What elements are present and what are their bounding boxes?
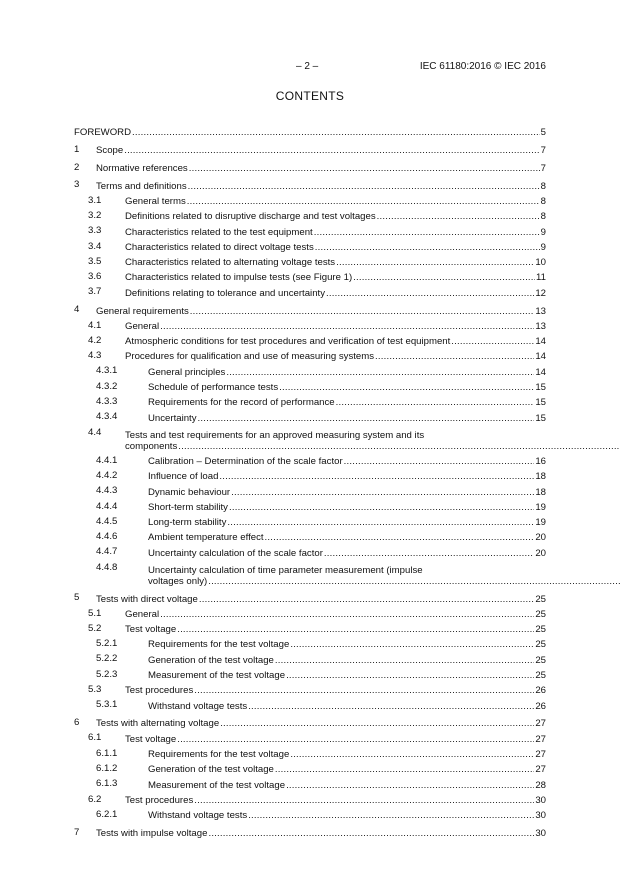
toc-entry[interactable] [74, 482, 546, 497]
dot-leader [227, 517, 534, 528]
toc-entry[interactable] [74, 424, 546, 452]
dot-leader [160, 321, 534, 332]
toc-entry-title: General terms [125, 195, 186, 207]
toc-entry[interactable] [74, 347, 546, 362]
dot-leader [132, 127, 540, 138]
toc-entry-number: 6.1 [88, 732, 102, 744]
toc-entry[interactable] [74, 605, 546, 620]
toc-entry[interactable] [74, 253, 546, 268]
toc-entry-number: 3.2 [88, 209, 102, 221]
dot-leader [208, 828, 534, 839]
dot-leader [177, 624, 534, 635]
toc-entry[interactable] [74, 176, 546, 191]
toc-entry-number: 4.4.1 [96, 454, 118, 466]
dot-leader [231, 487, 534, 498]
dot-leader [275, 764, 534, 775]
toc-entry-title: General requirements [96, 305, 189, 317]
toc-entry-title-continued: components [125, 440, 178, 452]
toc-entry-page: 28 [535, 779, 546, 791]
toc-entry-number: 3.5 [88, 255, 102, 267]
toc-entry-title: Scope [96, 145, 124, 157]
dot-leader [275, 655, 534, 666]
toc-entry-number: 2 [74, 161, 80, 173]
toc-entry-page: 8 [540, 180, 546, 192]
toc-entry[interactable] [74, 192, 546, 207]
toc-entry-title: Normative references [96, 162, 188, 174]
toc-entry[interactable] [74, 238, 546, 253]
toc-entry-title: General principles [148, 366, 226, 378]
dot-leader [326, 288, 534, 299]
toc-entry-number: 6.1.3 [96, 778, 118, 790]
toc-entry-page: 8 [540, 195, 546, 207]
dot-leader [194, 795, 534, 806]
toc-entry-number: 1 [74, 143, 80, 155]
document-reference: IEC 61180:2016 © IEC 2016 [419, 61, 546, 72]
dot-leader [178, 441, 620, 452]
toc-entry-page: 10 [535, 257, 546, 269]
table-of-contents [74, 123, 546, 839]
toc-entry-page: 15 [535, 412, 546, 424]
toc-entry[interactable] [74, 301, 546, 316]
dot-leader [279, 382, 534, 393]
toc-entry-title: Tests with alternating voltage [96, 718, 220, 730]
toc-entry-number: 4.3.4 [96, 411, 118, 423]
toc-entry-title: Test procedures [125, 794, 194, 806]
toc-entry-title: Tests with direct voltage [96, 593, 198, 605]
dot-leader [336, 257, 534, 268]
dot-leader [124, 145, 539, 156]
toc-entry-title: Requirements for the test voltage [148, 748, 290, 760]
toc-entry-number: 5.3.1 [96, 699, 118, 711]
toc-entry-page: 8 [540, 211, 546, 223]
toc-entry-page: 19 [535, 517, 546, 529]
toc-entry-page: 30 [535, 810, 546, 822]
toc-entry[interactable] [74, 159, 546, 174]
toc-entry-page: 26 [535, 700, 546, 712]
toc-entry-page: 14 [535, 336, 546, 348]
toc-entry-title: Characteristics related to direct voltage tests [125, 241, 314, 253]
dot-leader [190, 306, 535, 317]
toc-entry-title: Tests with impulse voltage [96, 827, 208, 839]
dot-leader [199, 594, 534, 605]
dot-leader [160, 609, 534, 620]
toc-entry[interactable] [74, 729, 546, 744]
toc-entry[interactable] [74, 513, 546, 528]
toc-entry-number: 3.7 [88, 286, 102, 298]
toc-entry-page: 14 [535, 351, 546, 363]
toc-entry-number: 4.4.6 [96, 531, 118, 543]
toc-entry-number: 3.1 [88, 194, 102, 206]
toc-entry-page: 25 [535, 670, 546, 681]
toc-entry-title: Uncertainty calculation of time parameter measurement (impulse [148, 564, 423, 576]
toc-entry-page: 16 [535, 455, 546, 467]
toc-entry-title: Test voltage [125, 733, 177, 745]
toc-entry-title: Generation of the test voltage [148, 654, 274, 666]
toc-entry[interactable] [74, 589, 546, 604]
dot-leader [188, 181, 540, 192]
toc-entry-page: 11 [536, 272, 546, 284]
toc-entry[interactable] [74, 498, 546, 513]
dot-leader [336, 397, 535, 408]
toc-entry-page: 5 [540, 127, 546, 139]
dot-leader [286, 670, 534, 681]
toc-entry[interactable] [74, 681, 546, 696]
toc-entry-number: 4 [74, 304, 80, 316]
toc-entry-page: 12 [535, 287, 546, 299]
toc-entry[interactable] [74, 650, 546, 665]
toc-entry-page: 13 [535, 305, 546, 317]
toc-entry-title: Test voltage [125, 624, 177, 636]
dot-leader [286, 780, 534, 791]
toc-entry[interactable] [74, 760, 546, 775]
dot-leader [290, 639, 534, 650]
toc-entry-title: Requirements for the test voltage [148, 639, 290, 651]
toc-entry-page: 25 [535, 608, 546, 620]
toc-entry-number: 4.4.4 [96, 500, 118, 512]
toc-entry[interactable] [74, 666, 546, 681]
toc-entry-title: Uncertainty calculation of the scale factor [148, 547, 323, 559]
toc-entry-number: 5.2.1 [96, 638, 118, 650]
toc-entry-page: 7 [540, 162, 546, 174]
toc-entry[interactable] [74, 141, 546, 156]
toc-entry-number: 5.2.3 [96, 668, 118, 680]
toc-entry-title: Withstand voltage tests [148, 810, 248, 822]
toc-entry-number: 4.3 [88, 350, 102, 362]
toc-entry-number: 6.1.1 [96, 747, 118, 759]
toc-entry[interactable] [74, 635, 546, 650]
toc-entry-title: Characteristics related to impulse tests (see Figure 1) [125, 272, 353, 284]
toc-entry-page: 19 [535, 501, 546, 513]
toc-entry-title: Test procedures [125, 685, 194, 697]
toc-entry-title: Requirements for the record of performance [148, 397, 335, 409]
toc-entry-title: FOREWORD [74, 127, 132, 139]
toc-entry[interactable] [74, 268, 546, 283]
toc-entry-number: 5 [74, 592, 80, 604]
toc-entry[interactable] [74, 696, 546, 711]
toc-entry-title: Definitions related to disruptive discharge and test voltages [125, 211, 376, 223]
dot-leader [220, 718, 534, 729]
dot-leader [324, 548, 534, 559]
toc-entry-number: 7 [74, 826, 80, 838]
toc-entry-title: General [125, 320, 160, 332]
dot-leader [219, 471, 534, 482]
toc-entry[interactable] [74, 362, 546, 377]
dot-leader [177, 734, 534, 745]
toc-entry-page: 7 [540, 145, 546, 157]
dot-leader [198, 413, 535, 424]
dot-leader [189, 163, 540, 174]
toc-entry[interactable] [74, 467, 546, 482]
toc-entry-number: 6.1.2 [96, 762, 118, 774]
toc-entry[interactable] [74, 207, 546, 222]
toc-entry-number: 4.4.2 [96, 469, 118, 481]
toc-entry-title: Calibration – Determination of the scale factor [148, 455, 343, 467]
toc-entry-page: 26 [535, 685, 546, 697]
toc-entry-title: Generation of the test voltage [148, 764, 274, 776]
toc-entry[interactable] [74, 543, 546, 558]
toc-entry[interactable] [74, 332, 546, 347]
toc-entry-page: 27 [535, 748, 546, 760]
toc-entry-number: 6.2.1 [96, 808, 118, 820]
toc-entry-page: 14 [535, 366, 546, 378]
toc-entry-page: 25 [535, 654, 546, 666]
toc-entry-title: Terms and definitions [96, 180, 187, 192]
toc-entry[interactable] [74, 317, 546, 332]
toc-entry-page: 18 [535, 486, 546, 498]
toc-entry-title: Dynamic behaviour [148, 486, 231, 498]
toc-entry-title: Withstand voltage tests [148, 700, 248, 712]
toc-entry[interactable] [74, 559, 546, 587]
toc-entry-number: 5.1 [88, 607, 102, 619]
dot-leader [248, 810, 534, 821]
toc-entry-number: 4.4 [88, 426, 102, 438]
toc-entry-title: General [125, 608, 160, 620]
toc-entry-page: 15 [535, 382, 546, 394]
dot-leader [187, 196, 540, 207]
dot-leader [290, 749, 534, 760]
toc-entry-number: 3.3 [88, 225, 102, 237]
toc-entry-page: 30 [535, 794, 546, 806]
toc-entry-number: 6 [74, 717, 80, 729]
toc-entry-page: 27 [535, 764, 546, 776]
toc-entry-title: Influence of load [148, 471, 219, 483]
toc-entry-title: Atmospheric conditions for test procedures and verification of test equipment [125, 336, 451, 348]
toc-entry-page: 25 [535, 639, 546, 651]
toc-entry-page: 18 [535, 471, 546, 483]
toc-entry[interactable] [74, 791, 546, 806]
toc-entry-title: Measurement of the test voltage [148, 670, 286, 681]
toc-entry[interactable] [74, 620, 546, 635]
dot-leader [229, 502, 534, 513]
toc-entry[interactable] [74, 378, 546, 393]
toc-entry-number: 4.3.3 [96, 396, 118, 408]
toc-entry-title: Schedule of performance tests [148, 382, 279, 394]
dot-leader [344, 456, 535, 467]
toc-entry-number: 3.4 [88, 240, 102, 252]
toc-entry-page: 9 [540, 226, 546, 238]
toc-entry-number: 4.1 [88, 319, 102, 331]
toc-entry-number: 5.2 [88, 622, 102, 634]
toc-entry-number: 4.3.1 [96, 365, 118, 377]
dot-leader [208, 576, 620, 587]
toc-entry-title: Procedures for qualification and use of measuring systems [125, 351, 375, 363]
toc-entry-title: Long-term stability [148, 517, 227, 529]
dot-leader [226, 367, 534, 378]
toc-entry-title: Uncertainty [148, 412, 197, 424]
contents-title: CONTENTS [275, 89, 345, 103]
toc-entry-title: Short-term stability [148, 501, 228, 513]
toc-entry-page: 9 [540, 241, 546, 253]
toc-entry-number: 4.2 [88, 334, 102, 346]
toc-entry[interactable] [74, 393, 546, 408]
toc-entry[interactable] [74, 806, 546, 821]
toc-entry-title: Definitions relating to tolerance and uncertainty [125, 287, 325, 299]
toc-entry[interactable] [74, 745, 546, 760]
toc-entry-number: 4.3.2 [96, 380, 118, 392]
toc-entry-number: 3.6 [88, 271, 102, 283]
toc-entry-number: 3 [74, 179, 80, 191]
toc-entry-title: Measurement of the test voltage [148, 779, 286, 791]
toc-entry-title: Tests and test requirements for an approved measuring system and its [125, 429, 425, 441]
toc-entry-number: 5.3 [88, 684, 102, 695]
page-number: – 2 – [296, 61, 319, 72]
toc-entry-title: Ambient temperature effect [148, 532, 264, 544]
dot-leader [248, 701, 534, 712]
toc-entry-title: Characteristics related to alternating voltage tests [125, 257, 336, 269]
dot-leader [315, 242, 540, 253]
toc-entry-page: 13 [535, 320, 546, 332]
toc-entry-number: 6.2 [88, 793, 102, 805]
toc-entry-page: 30 [535, 827, 546, 839]
dot-leader [353, 272, 535, 283]
dot-leader [375, 351, 534, 362]
toc-entry-number: 4.4.7 [96, 546, 118, 558]
toc-entry[interactable] [74, 452, 546, 467]
toc-entry[interactable] [74, 123, 546, 138]
toc-entry-page: 20 [535, 547, 546, 559]
toc-entry-number: 4.4.5 [96, 515, 118, 527]
toc-entry[interactable] [74, 528, 546, 543]
toc-entry[interactable] [74, 222, 546, 237]
toc-entry-page: 25 [535, 593, 546, 605]
toc-entry[interactable] [74, 408, 546, 423]
toc-entry-number: 4.4.8 [96, 561, 118, 573]
toc-entry[interactable] [74, 714, 546, 729]
toc-entry-page: 15 [535, 397, 546, 409]
toc-entry[interactable] [74, 824, 546, 839]
dot-leader [377, 211, 540, 222]
dot-leader [265, 532, 535, 543]
toc-entry[interactable] [74, 775, 546, 790]
toc-entry-page: 20 [535, 532, 546, 544]
toc-entry[interactable] [74, 283, 546, 298]
toc-entry-page: 27 [535, 733, 546, 745]
toc-entry-title: Characteristics related to the test equipment [125, 226, 313, 238]
toc-entry-page: 27 [535, 718, 546, 730]
toc-entry-page: 25 [535, 624, 546, 636]
dot-leader [314, 227, 540, 238]
dot-leader [451, 336, 534, 347]
toc-entry-title-continued: voltages only) [148, 575, 208, 587]
toc-entry-number: 4.4.3 [96, 485, 118, 497]
toc-entry-number: 5.2.2 [96, 653, 118, 665]
dot-leader [194, 685, 534, 696]
